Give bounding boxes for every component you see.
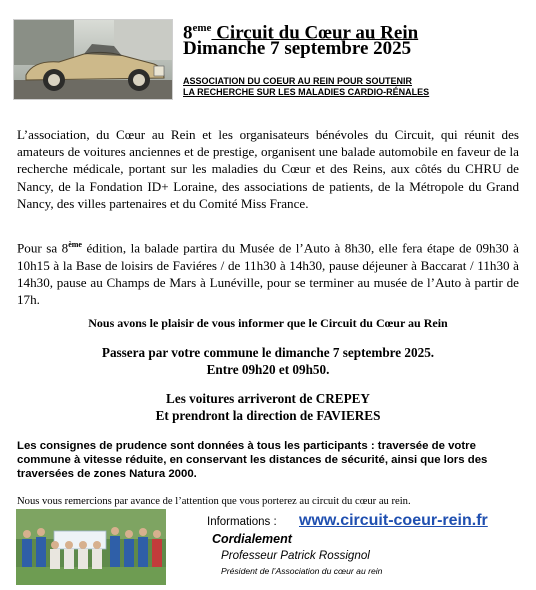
edition-suffix: eme	[192, 22, 212, 34]
route-info	[10, 390, 526, 424]
route-to: Et prendront la direction de FAVIERES	[155, 408, 381, 423]
event-title-text: Circuit du Cœur au Rein	[211, 22, 419, 44]
group-image	[16, 509, 166, 585]
edition-number: 8	[183, 22, 193, 44]
route-from: Les voitures arriveront de CREPEY	[166, 391, 370, 406]
itinerary-rest: édition, la balade partira du Musée de l’Auto à 8h30, elle fera étape de 09h30 à 10h15 à la Base de loisirs de Faviéres / de 11h30 à 14h30, pause déjeuner à Baccarat / 11h30 à 14h30, pause au Champs de Mars à Lunéville, pour se terminer au musée de l’Auto à partir de 17h.	[17, 240, 519, 307]
itinerary-paragraph	[17, 236, 519, 308]
vintage-car-photo	[13, 19, 173, 100]
passage-time: Entre 09h20 et 09h50.	[206, 362, 330, 377]
itinerary-sup: ème	[68, 240, 82, 249]
car-image	[14, 20, 172, 99]
inform-line: Nous avons le plaisir de vous informer que le Circuit du Cœur au Rein	[88, 316, 448, 330]
event-date: Dimanche 7 septembre 2025	[183, 38, 412, 59]
info-label: Informations :	[207, 516, 277, 528]
itinerary-start: Pour sa 8	[17, 240, 69, 256]
signatory-name: Professeur Patrick Rossignol	[221, 549, 370, 562]
intro-paragraph: L’association, du Cœur au Rein et les organisateurs bénévoles du Circuit, qui réunit des amateurs de voitures anciennes et de prestige, organisent une balade automobile en faveur de la recherche médicale, portant sur les maladies du Cœur et des Reins, aux côtés du CHRU de Nancy, de la Fondation ID+ Loraine, des associations de patients, de la Métropole du Grand Nancy, des villes partenaires et du Comité Miss France.	[17, 127, 519, 211]
website-link[interactable]: www.circuit-coeur-rein.fr	[299, 512, 488, 529]
association-heading	[183, 76, 429, 98]
association-line-2: LA RECHERCHE SUR LES MALADIES CARDIO-RÉNALES	[183, 87, 430, 97]
association-line-1: ASSOCIATION DU COEUR AU REIN POUR SOUTENIR	[183, 76, 413, 86]
passage-info	[10, 344, 526, 378]
signatory-title: Président de l’Association du cœur au rein	[221, 566, 383, 576]
safety-instructions: Les consignes de prudence sont données à tous les participants : traversée de votre commune à vitesse réduite, en conservant les distances de sécurité, ainsi que lors des traversées de zones Natura 2000.	[17, 440, 488, 480]
closing-greeting: Cordialement	[212, 532, 292, 546]
thanks-line: Nous vous remercions par avance de l’attention que vous porterez au circuit du cœur au rein.	[17, 496, 411, 507]
passage-date: Passera par votre commune le dimanche 7 septembre 2025.	[101, 345, 435, 360]
group-photo	[16, 509, 166, 585]
